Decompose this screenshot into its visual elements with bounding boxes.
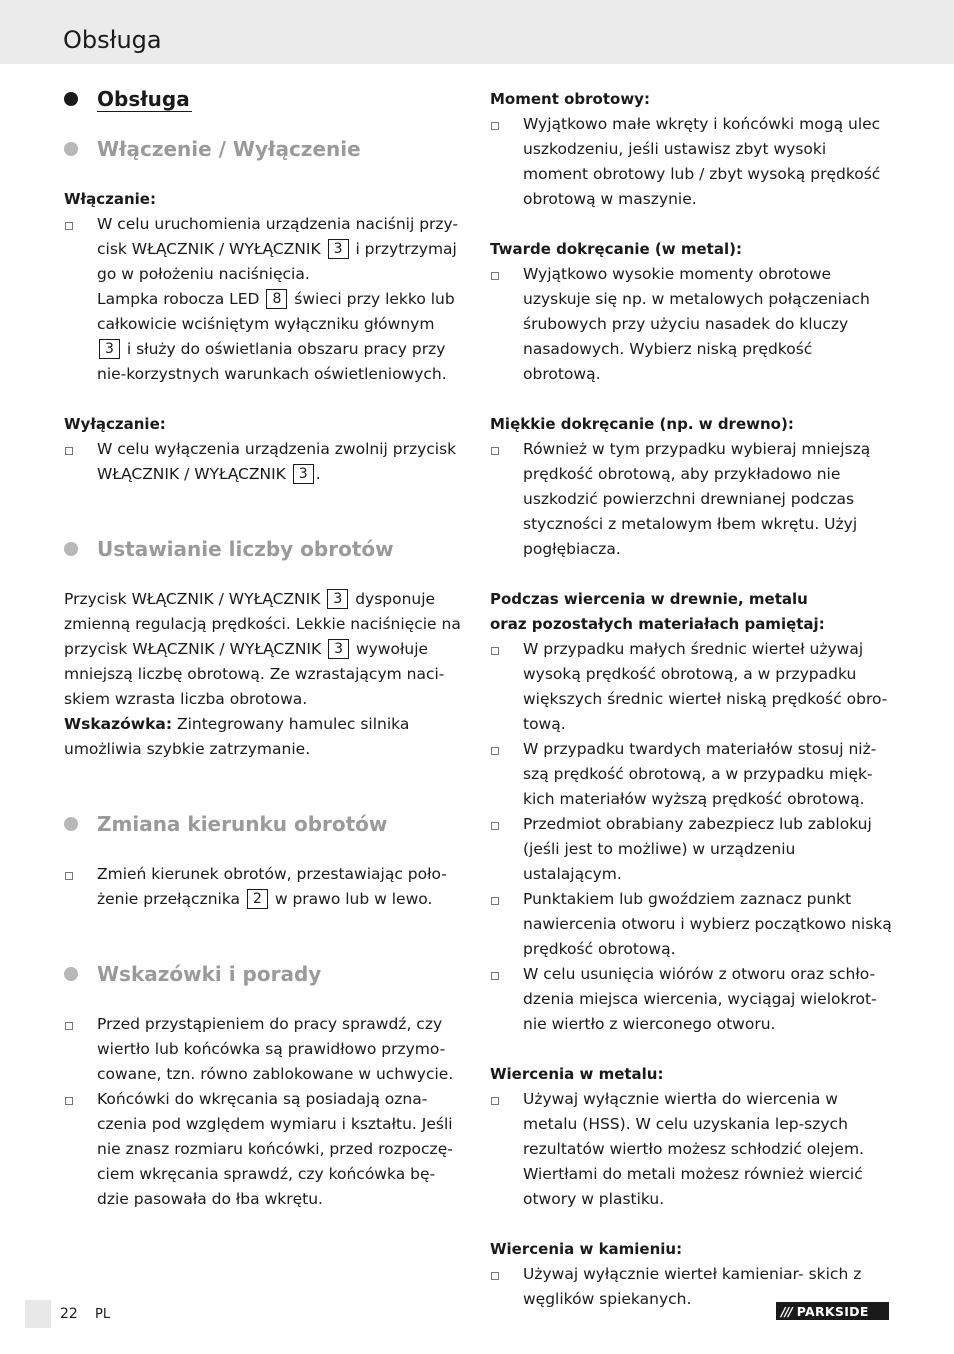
bullet-dot-icon (64, 967, 78, 981)
subheading-switching-on: Włączanie: (64, 190, 156, 208)
note-label: Wskazówka: (64, 715, 173, 733)
switching-off-list (64, 437, 464, 487)
speed-paragraph: Przycisk WŁĄCZNIK / WYŁĄCZNIK 3 dysponuje zmienną regulacją prędkości. Lekkie naciśnięcie na przycisk WŁĄCZNIK / WYŁĄCZNIK 3 wywołuje mniejszą liczbę obrotową. Ze wzrastającym naci-skiem wzrasta liczba obrotowa. (64, 590, 461, 708)
part-reference-box: 8 (266, 289, 287, 309)
bullet-dot-icon (64, 817, 78, 831)
subheading-hard-screwing: Twarde dokręcanie (w metal): (490, 240, 742, 258)
square-bullet-icon (491, 972, 499, 980)
section-heading-direction: Zmiana kierunku obrotów (64, 810, 464, 838)
bullet-dot-icon (64, 542, 78, 556)
subheading-drilling: Podczas wiercenia w drewnie, metalu oraz pozostałych materiałach pamiętaj: (490, 590, 825, 633)
left-column (64, 84, 464, 1212)
square-bullet-icon (65, 1022, 73, 1030)
square-bullet-icon (491, 747, 499, 755)
main-heading: Obsługa (64, 85, 464, 113)
list-item: W celu wyłączenia urządzenia zwolnij przycisk WŁĄCZNIK / WYŁĄCZNIK 3 . (64, 437, 464, 487)
section-heading-speed: Ustawianie liczby obrotów (64, 535, 464, 563)
list-item: W celu usunięcia wiórów z otworu oraz schło-dzenia miejsca wiercenia, wyciągaj wielokrot-nie wiertło z wierconego otworu. (490, 962, 894, 1037)
torque-list (490, 112, 894, 212)
logo-stripes-icon: /// (781, 1303, 792, 1319)
square-bullet-icon (491, 122, 499, 130)
list-item: Przed przystąpieniem do pracy sprawdź, czy wiertło lub końcówka są prawidłowo przymo-cowane, tzn. równo zablokowane w uchwycie. (64, 1012, 464, 1087)
square-bullet-icon (491, 822, 499, 830)
bullet-dot-icon (64, 142, 78, 156)
page-header-bar (0, 0, 954, 64)
list-item: Końcówki do wkręcania są posiadają ozna-czenia pod względem wymiaru i kształtu. Jeśli nie znasz rozmiaru końcówki, przed rozpoczę-ciem wkręcania sprawdź, czy końcówka bę-dzie pasowała do łba wkrętu. (64, 1087, 464, 1212)
list-item: Używaj wyłącznie wierteł kamieniar- skich z węglików spiekanych. (490, 1262, 894, 1312)
list-item: Wyjątkowo wysokie momenty obrotowe uzyskuje się np. w metalowych połączeniach śrubowych przy użyciu nasadek do kluczy nasadowych. Wybierz niską prędkość obrotową. (490, 262, 894, 387)
square-bullet-icon (491, 1272, 499, 1280)
section-heading-on-off: Włączenie / Wyłączenie (64, 135, 464, 163)
right-column (490, 87, 894, 1312)
page-number: 22 (60, 1306, 78, 1322)
square-bullet-icon (65, 222, 73, 230)
part-reference-box: 3 (293, 464, 314, 484)
section-heading-tips: Wskazówki i porady (64, 960, 464, 988)
subheading-switching-off: Wyłączanie: (64, 415, 166, 433)
metal-drilling-list (490, 1087, 894, 1212)
speed-note: Wskazówka: Zintegrowany hamulec silnika umożliwia szybkie zatrzymanie. (64, 715, 410, 758)
soft-screwing-list (490, 437, 894, 562)
subheading-torque: Moment obrotowy: (490, 90, 650, 108)
square-bullet-icon (491, 1097, 499, 1105)
list-item: Również w tym przypadku wybieraj mniejszą prędkość obrotową, aby przykładowo nie uszkodzić powierzchni drewnianej podczas styczności z metalowym łbem wkrętu. Użyj pogłębiacza. (490, 437, 894, 562)
page-header-title: Obsługa (63, 26, 162, 54)
bullet-dot-icon (64, 92, 78, 106)
subheading-stone-drilling: Wiercenia w kamieniu: (490, 1240, 683, 1258)
list-item: Używaj wyłącznie wiertła do wiercenia w metalu (HSS). W celu uzyskania lep-szych rezultatów wiertło możesz schłodzić olejem. Wiertłami do metali możesz również wiercić otwory w plastiku. (490, 1087, 894, 1212)
language-code: PL (95, 1307, 111, 1322)
list-item: Wyjątkowo małe wkręty i końcówki mogą ulec uszkodzeniu, jeśli ustawisz zbyt wysoki moment obrotowy lub / zbyt wysoką prędkość obrotową w maszynie. (490, 112, 894, 212)
drilling-list (490, 637, 894, 1037)
direction-list (64, 862, 464, 912)
list-item: Punktakiem lub gwoździem zaznacz punkt nawiercenia otworu i wybierz początkowo niską prędkość obrotową. (490, 887, 894, 962)
square-bullet-icon (65, 1097, 73, 1105)
part-reference-box: 3 (328, 639, 349, 659)
hard-screwing-list (490, 262, 894, 387)
logo-text: PARKSIDE (796, 1303, 869, 1319)
list-item: Przedmiot obrabiany zabezpiecz lub zablokuj (jeśli jest to możliwe) w urządzeniu ustalającym. (490, 812, 894, 887)
square-bullet-icon (491, 447, 499, 455)
parkside-logo (776, 1302, 889, 1320)
square-bullet-icon (491, 647, 499, 655)
square-bullet-icon (491, 272, 499, 280)
part-reference-box: 3 (328, 239, 349, 259)
square-bullet-icon (491, 897, 499, 905)
list-item: Zmień kierunek obrotów, przestawiając poło-żenie przełącznika 2 w prawo lub w lewo. (64, 862, 464, 912)
part-reference-box: 3 (99, 339, 120, 359)
square-bullet-icon (65, 447, 73, 455)
list-item: W przypadku twardych materiałów stosuj niż-szą prędkość obrotową, a w przypadku mięk-kich materiałów wyższą prędkość obrotową. (490, 737, 894, 812)
footer-marker (25, 1300, 51, 1328)
switching-on-list (64, 212, 464, 387)
square-bullet-icon (65, 872, 73, 880)
list-item: W celu uruchomienia urządzenia naciśnij przy-cisk WŁĄCZNIK / WYŁĄCZNIK 3 i przytrzymaj go w położeniu naciśnięcia. Lampka robocza LED 8 świeci przy lekko lub całkowicie wciśniętym wyłączniku głównym 3 i służy do oświetlania obszaru pracy przy nie-korzystnych warunkach oświetleniowych. (64, 212, 464, 387)
tips-list (64, 1012, 464, 1212)
subheading-soft-screwing: Miękkie dokręcanie (np. w drewno): (490, 415, 794, 433)
list-item: W przypadku małych średnic wierteł używaj wysoką prędkość obrotową, a w przypadku większych średnic wierteł niską prędkość obro-tową. (490, 637, 894, 737)
part-reference-box: 3 (327, 589, 348, 609)
subheading-metal-drilling: Wiercenia w metalu: (490, 1065, 664, 1083)
part-reference-box: 2 (247, 889, 268, 909)
